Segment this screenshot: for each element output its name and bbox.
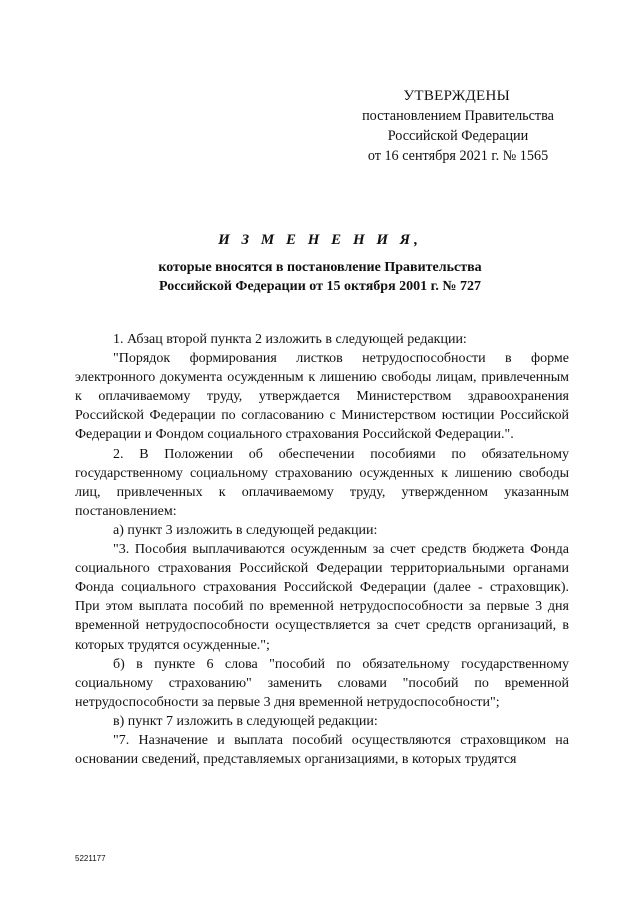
document-subtitle — [0, 258, 640, 296]
approval-line-1: постановлением Правительства — [362, 108, 554, 124]
subtitle-line-2: Российской Федерации от 15 октября 2001 г. № 727 — [159, 279, 481, 294]
approval-block — [350, 86, 566, 166]
paragraph: 1. Абзац второй пункта 2 изложить в следующей редакции: — [113, 332, 467, 347]
subtitle-line-1: которые вносятся в постановление Правительства — [158, 260, 482, 275]
document-code: 5221177 — [75, 854, 106, 863]
approval-line-2: Российской Федерации — [387, 128, 529, 144]
document-title: И З М Е Н Е Н И Я, — [218, 232, 422, 248]
paragraph: б) в пункте 6 слова "пособий по обязательному государственному социальному страхованию" заменить словами "пособий по временной нетрудоспособности за первые 3 дня временной нетрудоспособности"; — [75, 656, 569, 710]
paragraph: "7. Назначение и выплата пособий осуществляются страховщиком на основании сведений, представляемых организациями, в которых трудятся — [75, 732, 569, 768]
paragraph: "Порядок формирования листков нетрудоспособности в форме электронного документа осужденным к лишению свободы лицам, привлеченным к оплачиваемому труду, утверждается Министерством здравоохранения Российской Федерации по согласованию с Министерством юстиции Российской Федерации и Фондом социального страхования Российской Федерации.". — [75, 351, 569, 443]
paragraph: 2. В Положении об обеспечении пособиями по обязательному государственному социальному страхованию осужденных к лишению свободы лиц, привлеченных к оплачиваемому труду, утвержденном указанным постановлением: — [75, 446, 569, 519]
document-body — [75, 330, 569, 769]
paragraph: "3. Пособия выплачиваются осужденным за счет средств бюджета Фонда социального страхования Российской Федерации территориальными органами Фонда социального страхования Российской Федерации (далее - страховщик). При этом выплата пособий по временной нетрудоспособности за первые 3 дня временной нетрудоспособности осуществляется за счет средств организаций, в которых трудятся осужденные."; — [75, 542, 569, 653]
paragraph: в) пункт 7 изложить в следующей редакции: — [113, 713, 378, 729]
approval-line-3: от 16 сентября 2021 г. № 1565 — [367, 148, 549, 164]
paragraph: а) пункт 3 изложить в следующей редакции: — [113, 522, 378, 538]
approval-heading: УТВЕРЖДЕНЫ — [403, 88, 510, 104]
